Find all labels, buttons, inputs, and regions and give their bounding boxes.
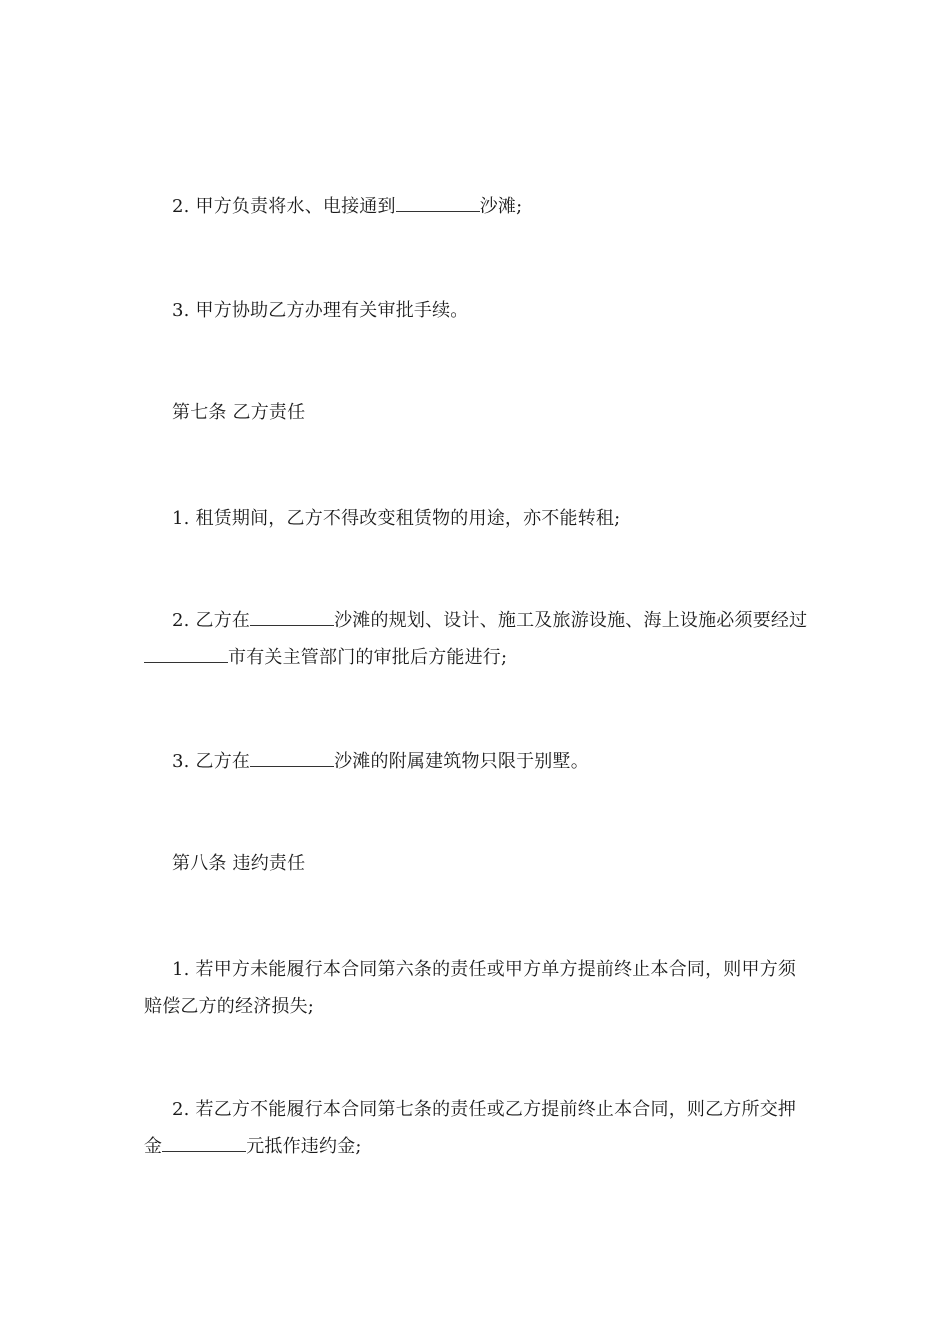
paragraph-text: 1. 租赁期间，乙方不得改变租赁物的用途，亦不能转租; bbox=[172, 508, 621, 529]
clause-7-item-2 bbox=[144, 602, 814, 676]
paragraph-text: 元抵作违约金; bbox=[246, 1136, 362, 1157]
clause-7-item-1 bbox=[144, 500, 814, 537]
paragraph-text: 3. 甲方协助乙方办理有关审批手续。 bbox=[172, 300, 469, 321]
paragraph-text: 市有关主管部门的审批后方能进行; bbox=[228, 647, 508, 668]
clause-6-item-2 bbox=[144, 188, 814, 225]
clause-6-item-3 bbox=[144, 292, 814, 329]
fill-in-blank bbox=[162, 1135, 246, 1152]
clause-8-item-2 bbox=[144, 1091, 814, 1165]
section-heading: 第八条 违约责任 bbox=[172, 853, 306, 874]
fill-in-blank bbox=[144, 646, 228, 663]
paragraph-text: 3. 乙方在 bbox=[172, 751, 251, 772]
section-heading: 第七条 乙方责任 bbox=[172, 402, 306, 423]
paragraph-text: 2. 若乙方不能履行本合同第七条的责任或乙方提前终止本合同，则乙方所交押金 bbox=[144, 1099, 797, 1157]
paragraph-text: 沙滩的规划、设计、施工及旅游设施、海上设施必须要经过 bbox=[334, 610, 808, 631]
paragraph-text: 沙滩的附属建筑物只限于别墅。 bbox=[334, 751, 589, 772]
clause-7-heading bbox=[144, 394, 814, 431]
clause-8-heading bbox=[144, 845, 814, 882]
fill-in-blank bbox=[250, 609, 334, 626]
clause-7-item-3 bbox=[144, 743, 814, 780]
paragraph-text: 沙滩; bbox=[479, 196, 523, 217]
clause-8-item-1 bbox=[144, 951, 814, 1025]
fill-in-blank bbox=[396, 195, 480, 212]
paragraph-text: 2. 乙方在 bbox=[172, 610, 251, 631]
paragraph-text: 2. 甲方负责将水、电接通到 bbox=[172, 196, 396, 217]
fill-in-blank bbox=[250, 750, 334, 767]
paragraph-text: 1. 若甲方未能履行本合同第六条的责任或甲方单方提前终止本合同，则甲方须赔偿乙方的经济损失; bbox=[144, 959, 797, 1017]
